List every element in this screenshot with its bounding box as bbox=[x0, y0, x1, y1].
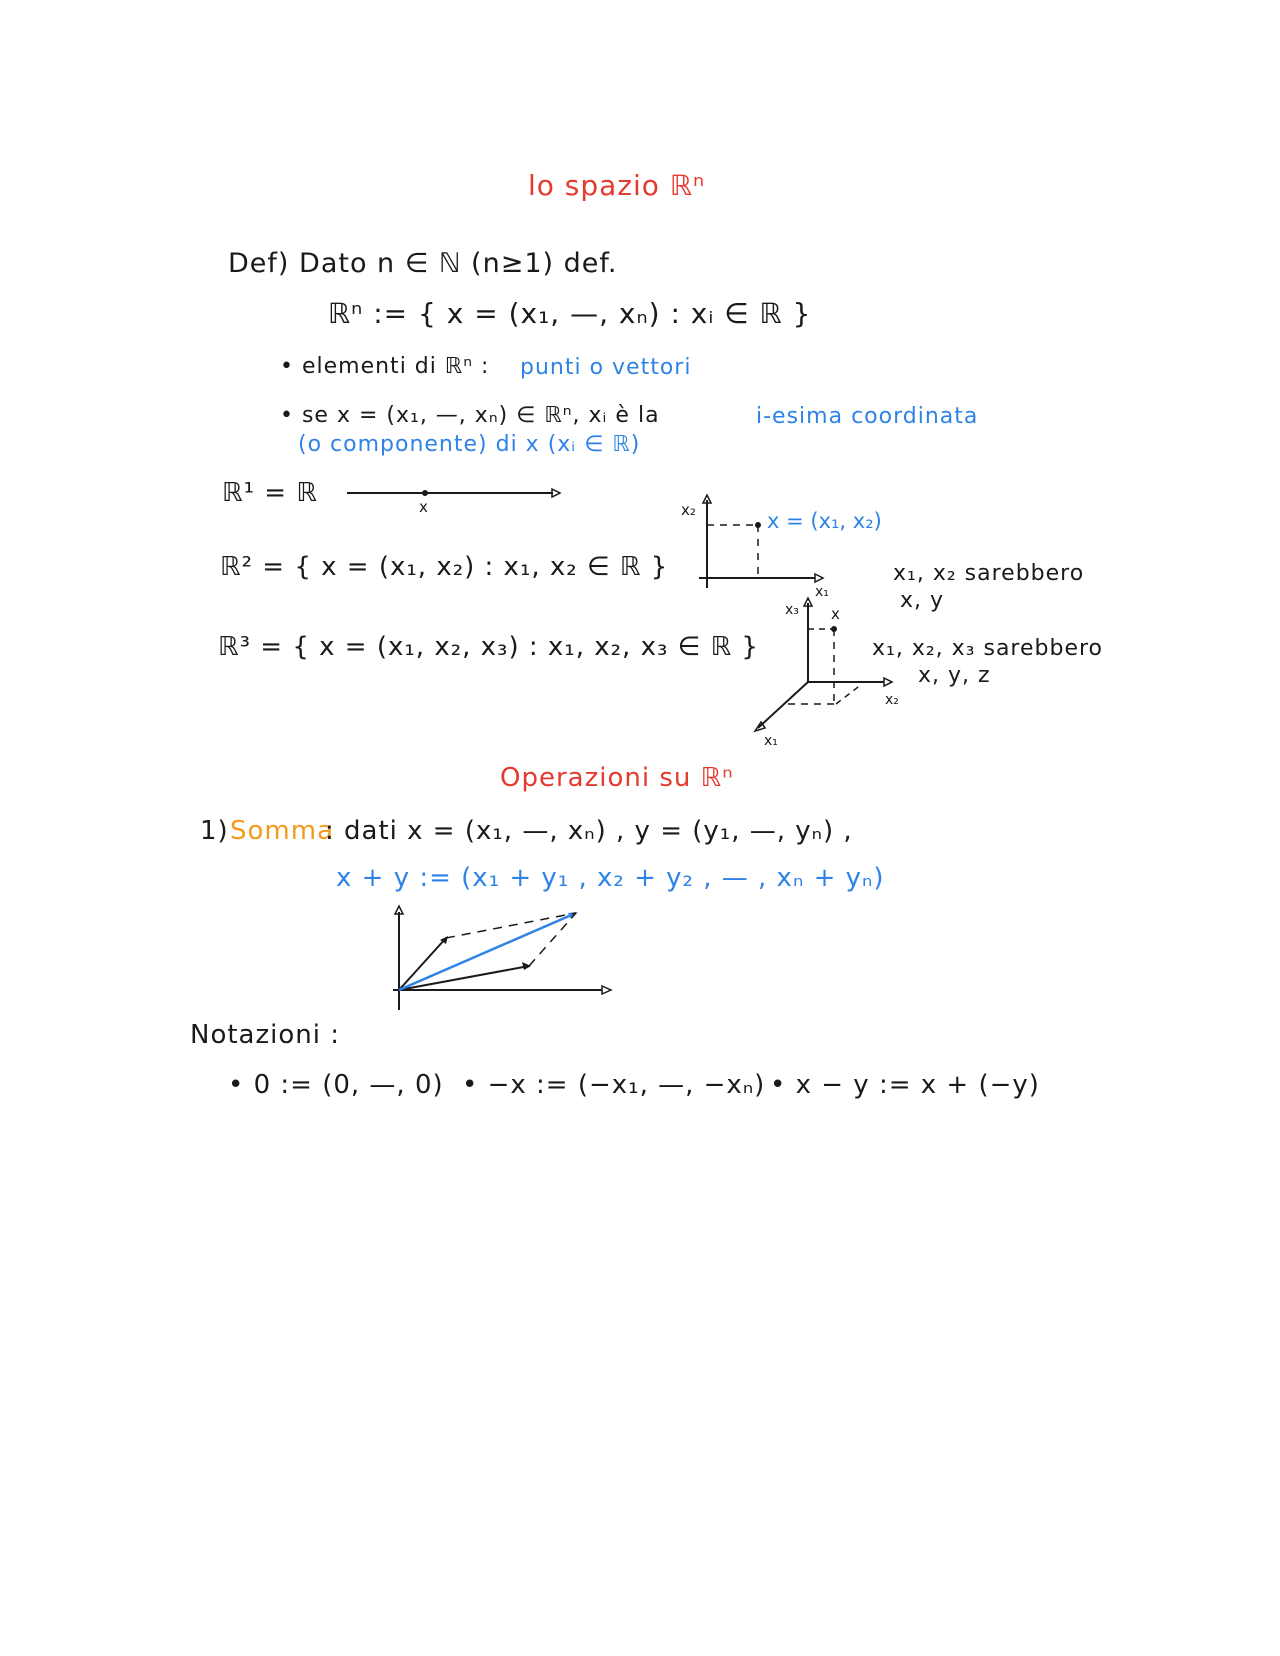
r2-x-axis-label: x₁ bbox=[815, 584, 829, 600]
page-title: lo spazio ℝⁿ bbox=[528, 169, 706, 202]
r3-note-line1: x₁, x₂, x₃ sarebbero bbox=[872, 636, 1104, 661]
r2-note-line2: x, y bbox=[900, 588, 945, 613]
r1-point-label: x bbox=[419, 498, 428, 516]
r3-note-line2: x, y, z bbox=[918, 663, 991, 688]
sum-definition: x + y := (x₁ + y₁ , x₂ + y₂ , — , xₙ + yₙ) bbox=[336, 863, 885, 893]
r3-diagonal-axis-label: x₁ bbox=[764, 733, 778, 749]
r3-definition: ℝ³ = { x = (x₁, x₂, x₃) : x₁, x₂, x₃ ∈ ℝ } bbox=[218, 632, 759, 662]
r2-y-axis-label: x₂ bbox=[681, 501, 696, 519]
r3-point-label: x bbox=[831, 605, 840, 623]
r3-right-axis-label: x₂ bbox=[885, 692, 899, 708]
bullet-coordinate-blue: i-esima coordinata bbox=[756, 404, 979, 429]
bullet-coordinate-line2: (o componente) di x (xᵢ ∈ ℝ) bbox=[298, 432, 641, 457]
notation-heading: Notazioni : bbox=[190, 1020, 340, 1050]
notation-negative: • −x := (−x₁, —, −xₙ) bbox=[462, 1070, 766, 1100]
r1-definition: ℝ¹ = ℝ bbox=[222, 478, 318, 508]
r3-vertical-axis-label: x₃ bbox=[785, 602, 799, 618]
sum-given: : dati x = (x₁, —, xₙ) , y = (y₁, —, yₙ) , bbox=[325, 816, 853, 846]
r1-point bbox=[422, 490, 428, 496]
r3-plot bbox=[755, 598, 899, 749]
sum-number: 1) bbox=[200, 816, 229, 846]
notation-zero: • 0 := (0, —, 0) bbox=[228, 1070, 444, 1100]
notation-difference: • x − y := x + (−y) bbox=[770, 1070, 1040, 1100]
bullet-elements-value: punti o vettori bbox=[520, 355, 692, 380]
r1-number-line bbox=[347, 489, 560, 516]
r2-note-line1: x₁, x₂ sarebbero bbox=[893, 561, 1085, 586]
r2-definition: ℝ² = { x = (x₁, x₂) : x₁, x₂ ∈ ℝ } bbox=[220, 552, 669, 582]
definition-intro: Def) Dato n ∈ ℕ (n≥1) def. bbox=[228, 248, 618, 279]
vector-sum-diagram bbox=[393, 906, 611, 1010]
sum-label: Somma bbox=[230, 816, 334, 846]
definition-set: ℝⁿ := { x = (x₁, —, xₙ) : xᵢ ∈ ℝ } bbox=[328, 297, 812, 330]
operations-heading: Operazioni su ℝⁿ bbox=[500, 763, 734, 793]
r2-point-label: x = (x₁, x₂) bbox=[767, 509, 882, 533]
bullet-elements-label: • elementi di ℝⁿ : bbox=[280, 354, 490, 379]
bullet-coordinate-text: • se x = (x₁, —, xₙ) ∈ ℝⁿ, xᵢ è la bbox=[280, 403, 660, 428]
r2-plot bbox=[681, 495, 882, 600]
